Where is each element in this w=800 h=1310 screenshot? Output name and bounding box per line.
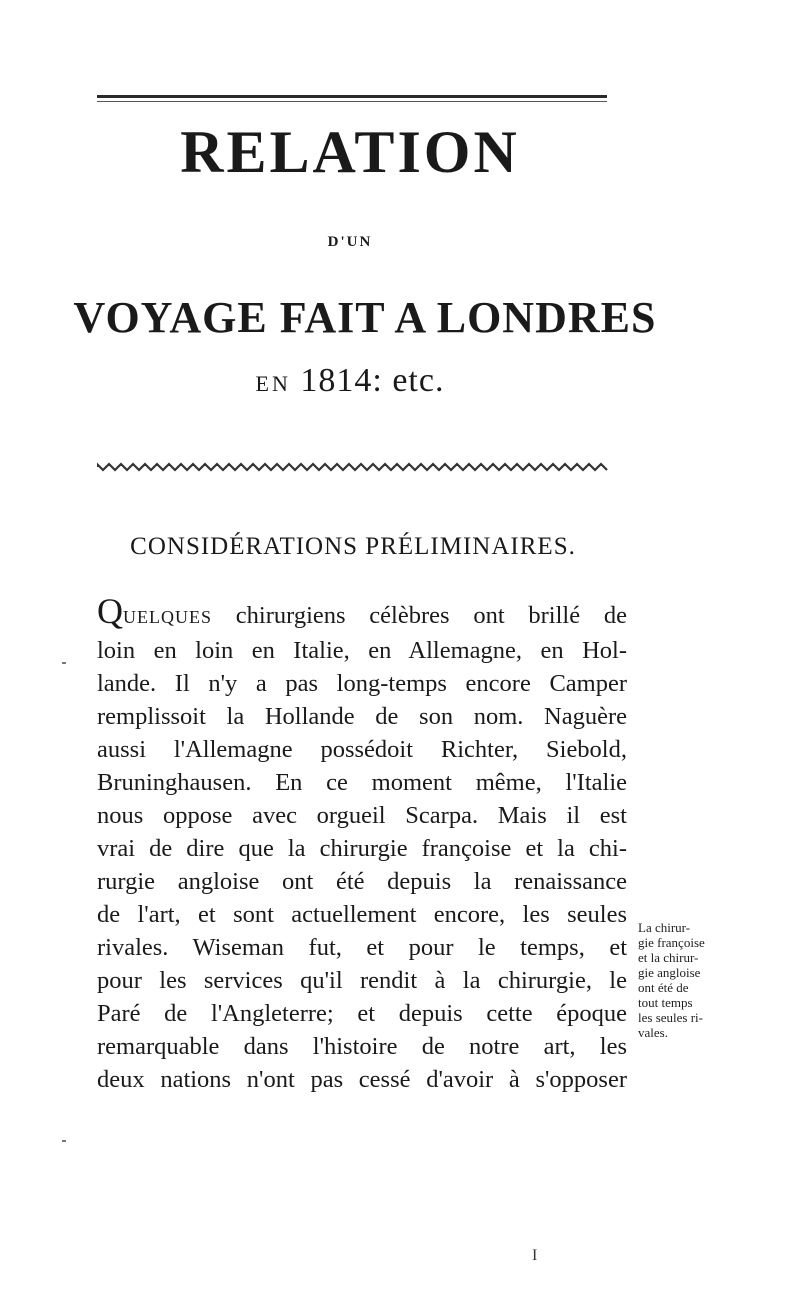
margin-note-line: vales. xyxy=(638,1025,668,1040)
margin-note-line: La chirur- xyxy=(638,920,691,935)
top-rule-thick xyxy=(97,95,607,98)
smallcaps-word: UELQUES xyxy=(123,607,212,627)
margin-note-line: ont été de xyxy=(638,980,689,995)
body-line: remplissoit la Hollande de son nom. Naguère xyxy=(97,703,627,730)
margin-note xyxy=(638,920,718,1040)
ornamental-rule xyxy=(97,462,609,472)
page-title: RELATION xyxy=(180,119,520,185)
body-line: nous oppose avec orgueil Scarpa. Mais il est xyxy=(97,802,627,829)
body-line: pour les services qu'il rendit à la chirurgie, le xyxy=(97,967,627,994)
margin-note-line: les seules ri- xyxy=(638,1010,703,1025)
body-line: aussi l'Allemagne possédoit Richter, Siebold, xyxy=(97,736,627,763)
body-line: Paré de l'Angleterre; et depuis cette époque xyxy=(97,1000,627,1027)
body-paragraph xyxy=(97,593,627,1096)
margin-note-line: tout temps xyxy=(638,995,693,1010)
body-line: vrai de dire que la chirurgie françoise et la chi- xyxy=(97,835,627,862)
dropcap: Q xyxy=(97,591,123,631)
edge-mark xyxy=(62,662,66,664)
body-line: de l'art, et sont actuellement encore, les seules xyxy=(97,901,627,928)
date-prefix: EN xyxy=(255,371,291,396)
body-line-first xyxy=(97,593,627,634)
body-line: deux nations n'ont pas cessé d'avoir à s'opposer xyxy=(97,1066,627,1093)
body-line: remarquable dans l'histoire de notre art, les xyxy=(97,1033,627,1060)
margin-note-line: gie angloise xyxy=(638,965,701,980)
body-line: rurgie angloise ont été depuis la renaissance xyxy=(97,868,627,895)
top-rule-thin xyxy=(97,101,607,102)
body-line: rivales. Wiseman fut, et pour le temps, et xyxy=(97,934,627,961)
body-line: loin en loin en Italie, en Allemagne, en Hol- xyxy=(97,637,627,664)
date-line xyxy=(0,362,700,400)
section-heading: CONSIDÉRATIONS PRÉLIMINAIRES. xyxy=(130,533,576,560)
first-line-rest: chirurgiens célèbres ont brillé de xyxy=(212,602,627,629)
edge-mark xyxy=(62,1140,66,1142)
date-year: 1814 xyxy=(300,362,373,399)
margin-note-line: et la chirur- xyxy=(638,950,699,965)
margin-note-line: gie françoise xyxy=(638,935,705,950)
body-line: Bruninghausen. En ce moment même, l'Italie xyxy=(97,769,627,796)
page-signature: I xyxy=(532,1247,538,1264)
date-suffix: : etc. xyxy=(372,362,445,399)
subtitle-large: VOYAGE FAIT A LONDRES xyxy=(73,293,657,342)
body-line: lande. Il n'y a pas long-temps encore Camper xyxy=(97,670,627,697)
subtitle-small: D'UN xyxy=(327,234,373,250)
